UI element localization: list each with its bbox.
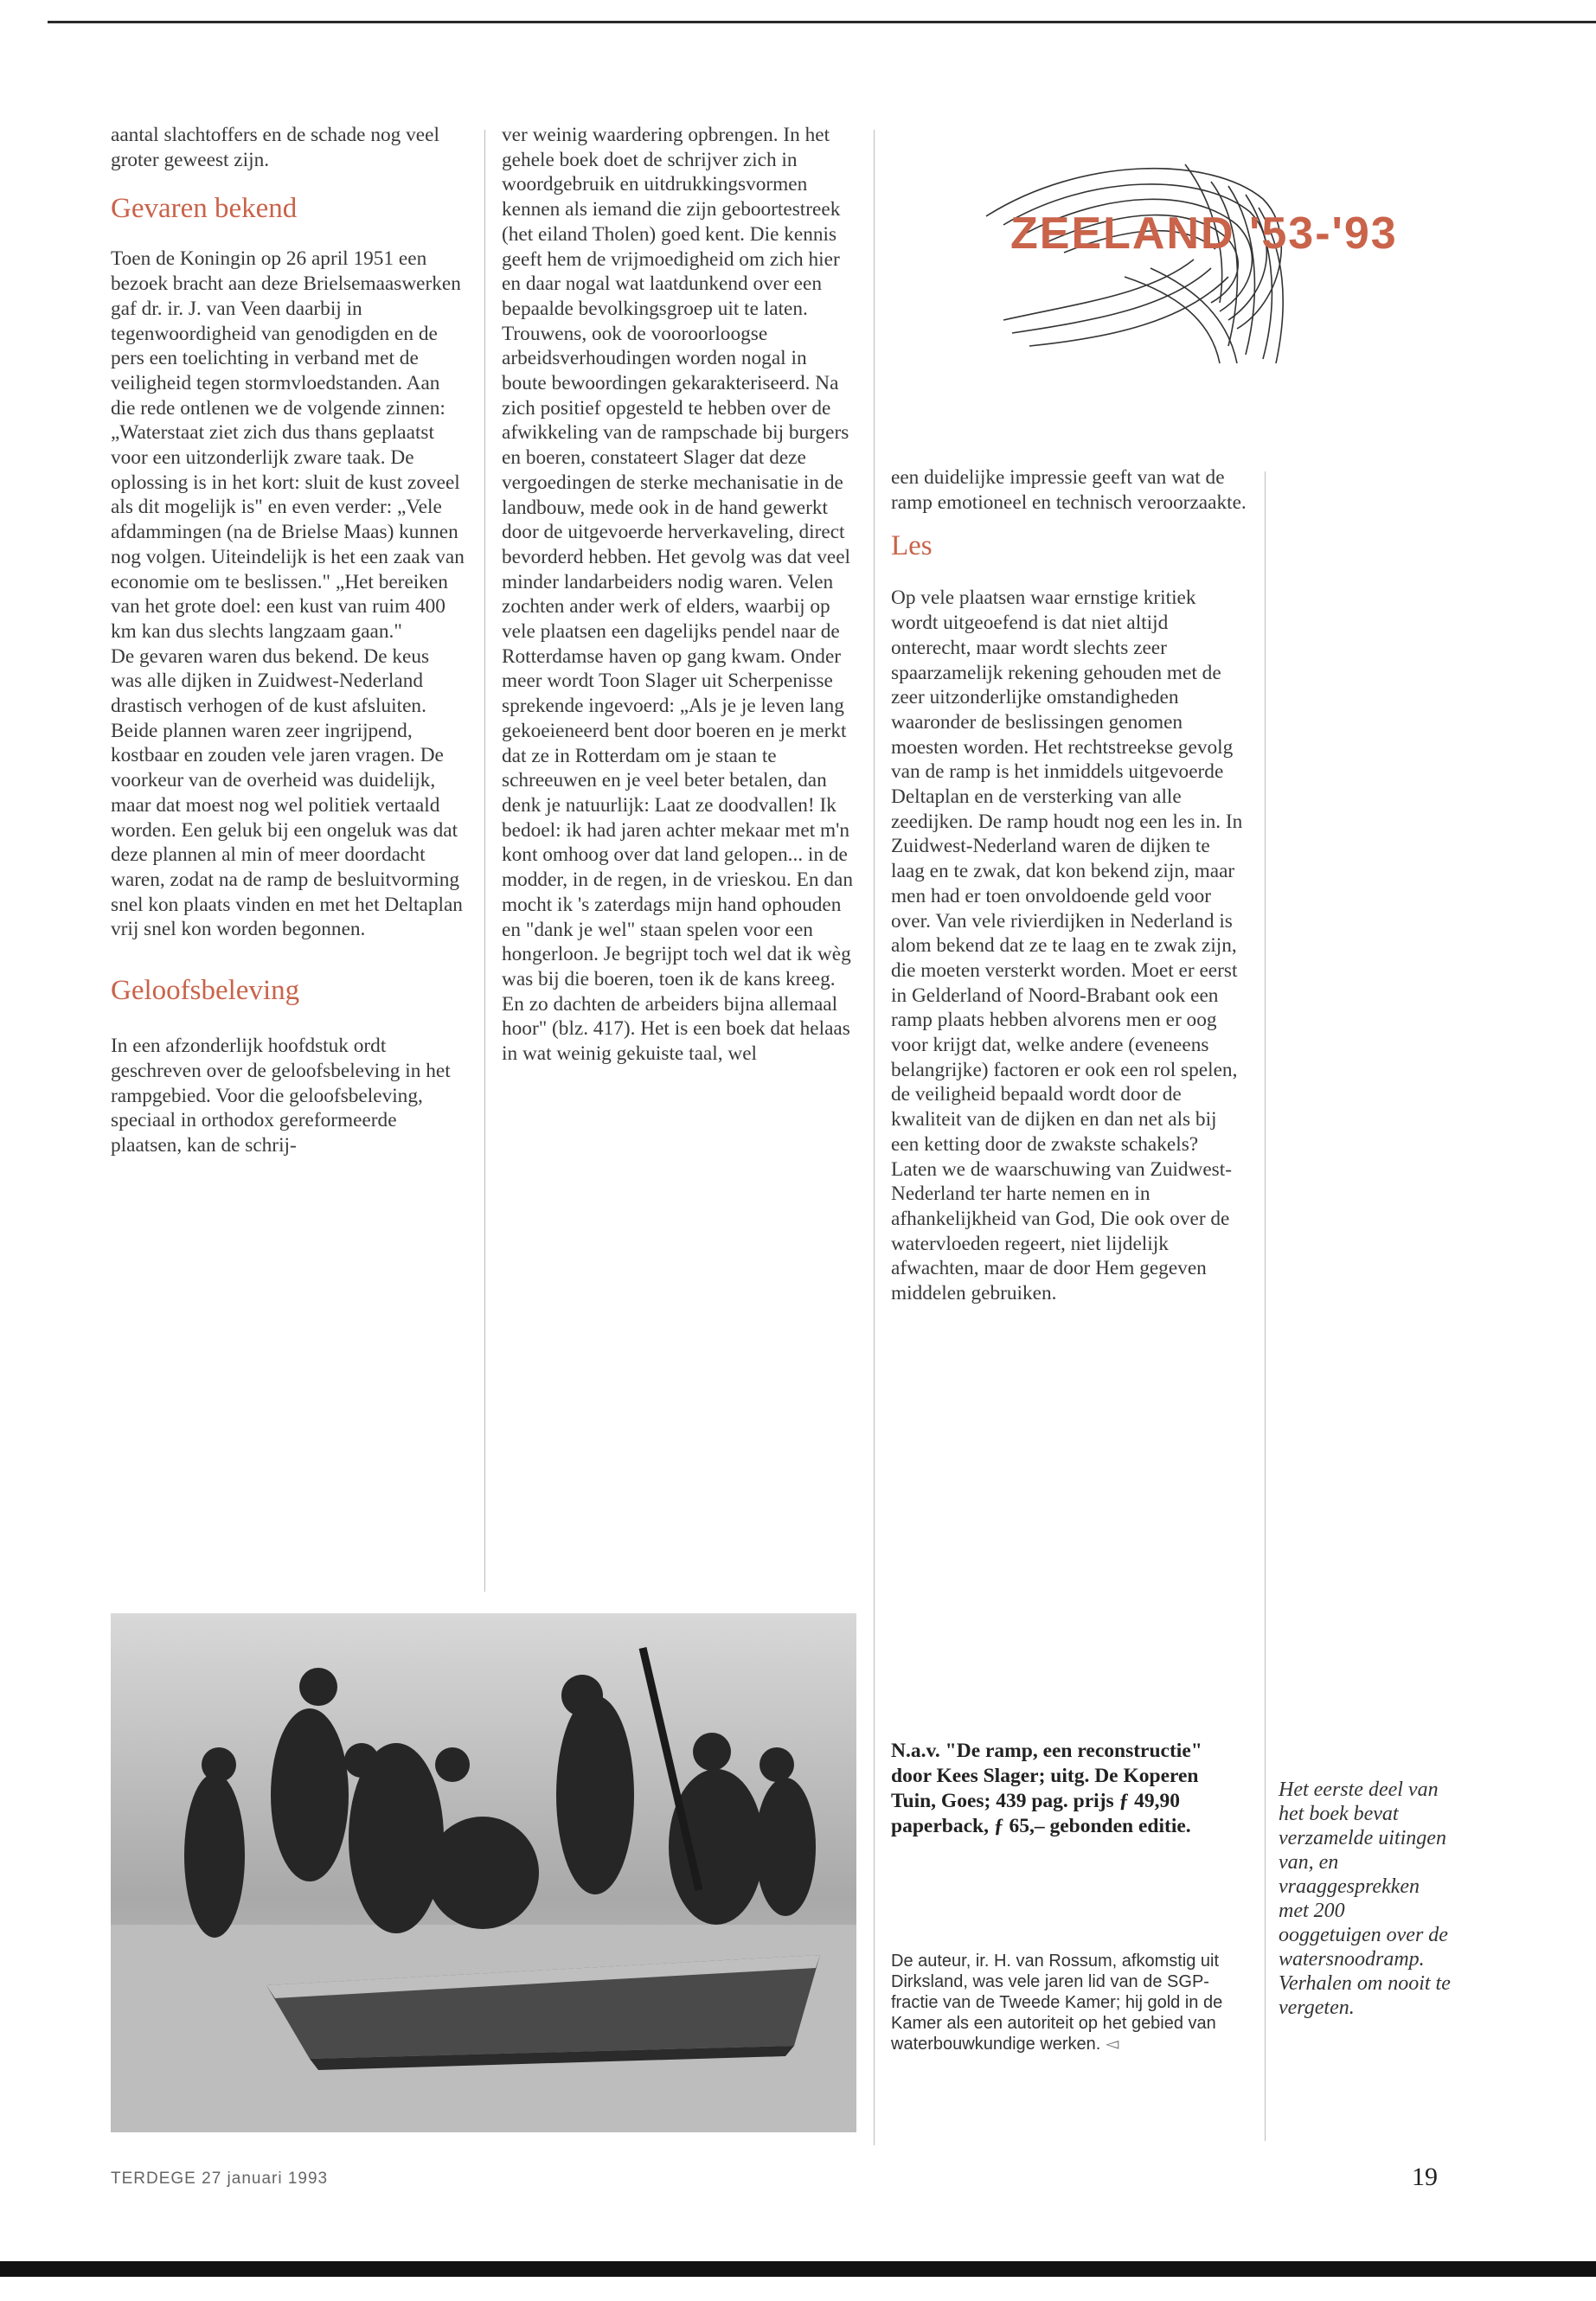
sidebar-caption: Het eerste deel van het boek bevat verzamelde uitingen van, en vraaggesprekken met 200 ooggetuigen over de watersnoodramp. Verhalen om nooit te vergeten. xyxy=(1279,1779,1451,2019)
col1-intro: aantal slachtoffers en de schade nog veel groter geweest zijn. xyxy=(111,124,439,171)
logo-text: ZEELAND '53-'93 xyxy=(1010,208,1398,259)
bottom-rule xyxy=(0,2261,1596,2277)
col1-paragraph-2: De gevaren waren dus bekend. De keus was alle dijken in Zuidwest-Nederland drastisch verhogen of de kust afsluiten. Beide plannen waren zeer ingrijpend, kostbaar en zouden vele jaren vragen. De voorkeur van de overheid was duidelijk, maar dat moest nog wel politiek vertaald worden. Een geluk bij een ongeluk was dat deze plannen al min of meer doordacht waren, zodat na de ramp de besluitvorming snel kon plaats vinden en met het Deltaplan vrij snel kon worden begonnen. xyxy=(111,644,463,941)
col3-paragraph-2: Op vele plaatsen waar ernstige kritiek wordt uitgeoefend is dat niet altijd onterecht, maar wordt slechts zeer spaarzamelijk rekening gehouden met de zeer uitzonderlijke omstandigheden waaronder de beslissingen genomen moesten worden. Het rechtstreekse gevolg van de ramp is het inmiddels uitgevoerde Deltaplan en de versterking van alle zeedijken. De ramp houdt nog een les in. In Zuidwest-Nederland waren de dijken te laag en te zwak, dat kon bekend zijn, maar men had er toen onvoldoende geld voor over. Van vele rivierdijken in Nederland is alom bekend dat ze te laag en te zwak zijn, die moeten versterkt worden. Moet er eerst in Gelderland of Noord-Brabant ook een ramp plaats hebben alvorens men er oog voor krijgt dat, welke andere (eveneens belangrijke) factoren er ook een rol spelen, de veiligheid bepaald wordt door de kwaliteit van de dijken en dan net als bij een ketting door de zwakste schakels? Laten we de waarschuwing van Zuidwest-Nederland ter harte nemen en in afhankelijkheid van God, Die ook over de watervloeden regeert, niet lijdelijk afwachten, maar de door Hem gegeven middelen gebruiken. xyxy=(891,586,1243,1305)
page-number: 19 xyxy=(1412,2163,1438,2191)
col1-paragraph-3: In een afzonderlijk hoofdstuk ordt geschreven over de geloofsbeleving in het rampgebied. Voor die geloofsbeleving, speciaal in orthodox gereformeerde plaatsen, kan de schrij- xyxy=(111,1035,451,1157)
flood-rescue-photo xyxy=(111,1613,856,2132)
author-bio-text: De auteur, ir. H. van Rossum, afkomstig uit Dirksland, was vele jaren lid van de SGP-fractie van de Tweede Kamer; hij gold in de Kamer als een autoriteit op het gebied van waterbouwkundige werken. xyxy=(891,1952,1223,2054)
column-divider-3 xyxy=(1265,471,1266,2141)
end-mark-icon: ◅ xyxy=(1105,2035,1119,2054)
column-3 xyxy=(891,465,1247,1306)
heading-gevaren-bekend: Gevaren bekend xyxy=(111,193,298,225)
zeeland-logo xyxy=(952,147,1401,407)
heading-les: Les xyxy=(891,530,933,562)
top-rule xyxy=(48,21,1596,23)
column-1 xyxy=(111,123,465,1158)
col2-paragraph-2: Trouwens, ook de vooroorloogse arbeidsverhoudingen worden nogal in boute bewoordingen gekarakteriseerd. Na zich positief opgesteld te hebben over de afwikkeling van de rampschade bij burgers en boeren, constateert Slager dat deze vergoedingen de sterke mechanisatie in de landbouw, mede ook in de hand gewerkt door de uitgevoerde herverkaveling, direct bevorderd hebben. Het gevolg was dat veel minder landarbeiders nodig waren. Velen zochten ander werk of elders, waarbij op vele plaatsen een dagelijks pendel naar de Rotterdamse haven op gang kwam. Onder meer wordt Toon Slager uit Scherpenisse sprekende ingevoerd: „Als je je leven lang gekoeieneerd bent door boeren en je merkt dat ze in Rotterdam om je staan te schreeuwen en je veel beter betalen, dan denk je natuurlijk: Laat ze doodvallen! Ik bedoel: ik had jaren achter mekaar met m'n kont omhoog over dat land gelopen... in de modder, in de regen, in de vrieskou. En dan mocht ik 's zaterdags mijn hand ophouden en "dank je wel" staan spelen voor een hongerloon. Je begrijpt toch wel dat ik wèg was bij die boeren, toen ik de kans kreeg. En zo dachten de arbeiders bijna allemaal hoor" (blz. 417). Het is een boek dat helaas in wat weinig gekuiste taal, wel xyxy=(502,322,854,1066)
col3-paragraph-1: een duidelijke impressie geeft van wat de ramp emotioneel en technisch veroorzaakte. xyxy=(891,466,1247,514)
column-divider-1 xyxy=(484,130,485,1592)
book-source: N.a.v. "De ramp, een reconstructie" door Kees Slager; uitg. De Koperen Tuin, Goes; 439 pag. prijs ƒ 49,90 paperback, ƒ 65,– gebonden editie. xyxy=(891,1740,1202,1837)
author-bio xyxy=(891,1951,1228,2054)
wave-drawing-icon xyxy=(952,147,1401,407)
col1-paragraph-1: Toen de Koningin op 26 april 1951 een bezoek bracht aan deze Brielsemaaswerken gaf dr. ir. J. van Veen daarbij in tegenwoordigheid van genodigden en de pers een toelichting in verband met de veiligheid tegen stormvloedstanden. Aan die rede ontlenen we de volgende zinnen: „Waterstaat ziet zich dus thans geplaatst voor een uitzonderlijk zware taak. De oplossing is in het kort: sluit de kust zoveel als dit mogelijk is" en even verder: „Vele afdammingen (na de Brielse Maas) kunnen nog volgen. Uiteindelijk is het een zaak van economie om te beslissen." „Het bereiken van het grote doel: een kust van ruim 400 km kan dus slechts langzaam gaan." xyxy=(111,247,465,643)
column-2 xyxy=(502,123,856,1067)
column-divider-2 xyxy=(874,130,875,2145)
col2-paragraph-1: ver weinig waardering opbrengen. In het gehele boek doet de schrijver zich in woordgebruik en uitdrukkingsvormen kennen als iemand die zijn geboortestreek (het eiland Tholen) goed kent. Die kennis geeft hem de vrijmoedigheid om zich hier en daar nogal wat laatdunkend over een bepaalde bevolkingsgroep uit te laten. xyxy=(502,124,841,320)
heading-geloofsbeleving: Geloofsbeleving xyxy=(111,975,300,1007)
footer-publication: TERDEGE 27 januari 1993 xyxy=(111,2170,329,2188)
